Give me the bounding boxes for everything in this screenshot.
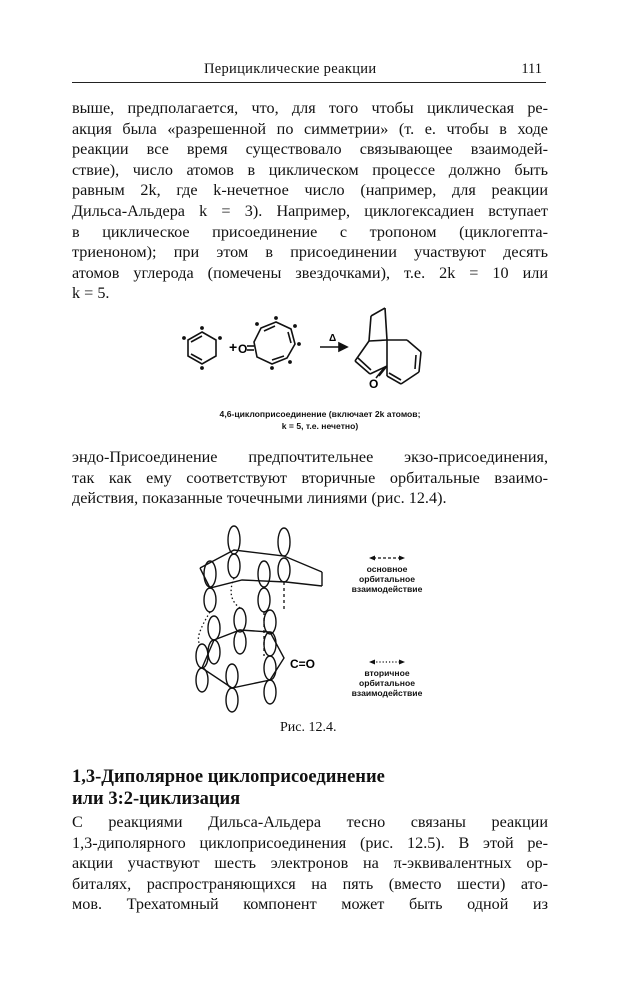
p-orbital-lobe <box>208 640 220 664</box>
p-orbital-lobe <box>264 656 276 680</box>
text-line: мов. Трехатомный компонент может быть одной из <box>72 895 548 914</box>
legend-primary-line: взаимодействие <box>351 584 423 594</box>
bridge-bond <box>371 308 385 316</box>
bridge-bond <box>369 316 371 341</box>
legend-primary-line: основное <box>366 564 408 574</box>
p-orbital-lobe <box>234 630 246 654</box>
page-number: 111 <box>521 61 542 77</box>
text-line: так как ему соответствуют вторичные орбитальные взаимо- <box>72 468 548 487</box>
atom-star <box>182 336 186 340</box>
paragraph-endo <box>72 447 548 509</box>
tropone-ring <box>254 322 295 364</box>
legend-secondary-symbol <box>367 658 407 666</box>
text-line: Дильса-Альдера k = 3). Например, циклогексадиен вступает <box>72 201 548 220</box>
text-line: выше, предполагается, что, для того чтобы циклическая ре- <box>72 99 548 117</box>
heading-line: 1,3-Диполярное циклоприсоединение <box>72 767 385 787</box>
plus-sign: + <box>229 339 238 355</box>
atom-star <box>288 360 292 364</box>
ring-bond <box>419 352 421 372</box>
legend-primary <box>342 554 432 594</box>
arrowhead <box>339 343 347 351</box>
ring-bond <box>407 340 421 352</box>
atom-star <box>293 324 297 328</box>
p-orbital-lobe <box>226 664 238 688</box>
secondary-interaction-line <box>231 578 240 608</box>
orbital-diagram-figure <box>180 518 440 718</box>
atom-star <box>218 336 222 340</box>
p-orbital-lobe <box>196 668 208 692</box>
p-orbital-lobe <box>264 610 276 634</box>
p-orbital-lobe <box>204 588 216 612</box>
legend-primary-line: орбитальное <box>358 574 416 584</box>
p-orbital-lobe <box>258 561 270 587</box>
oxygen-label: O <box>238 342 248 356</box>
text-line: в циклическое присоединение с тропоном (циклогепта- <box>72 222 548 241</box>
text-line: акция была «разрешенной по симметрии» (т. е. чтобы в ходе <box>72 119 548 138</box>
running-header <box>72 58 546 83</box>
text-line: триеноном); при этом в присоединении участвуют десять <box>72 243 548 262</box>
p-orbital-lobe <box>278 558 290 582</box>
text-line: действия, показанные точечными линиями (рис. 12.4). <box>72 489 447 508</box>
reaction-scheme-figure <box>175 296 475 436</box>
reaction-scheme-drawing <box>175 296 475 408</box>
ring-bond <box>387 376 401 384</box>
text-line: атомов углерода (помечены звездочками), т.е. 2k = 10 или <box>72 263 548 282</box>
ring-bond <box>369 340 387 341</box>
p-orbital-lobe <box>196 644 208 668</box>
legend-secondary-line: орбитальное <box>358 678 416 688</box>
legend-secondary-line: взаимодействие <box>351 688 423 698</box>
text-line: k = 5. <box>72 284 110 303</box>
p-orbital-lobe <box>278 528 290 556</box>
section-heading <box>72 766 472 810</box>
legend-secondary <box>342 658 432 698</box>
text-line: ствие), число атомов в циклическом процессе должно быть <box>72 160 548 179</box>
text-line: 1,3-диполярного циклоприсоединения (рис. 12.5). В этой ре- <box>72 833 548 852</box>
double-bond <box>288 332 291 343</box>
diene-frame <box>200 550 322 572</box>
carbonyl-label: C=O <box>290 657 316 671</box>
header-title: Перициклические реакции <box>204 61 377 77</box>
figure-caption: Рис. 12.4. <box>280 720 337 735</box>
bridge-bond <box>385 308 387 340</box>
text-line: реакции все время существовало связывающее взаимодей- <box>72 140 548 159</box>
p-orbital-lobe <box>264 680 276 704</box>
caption-line: 4,6-циклоприсоединение (включает 2k атомов; <box>219 409 421 419</box>
atom-star <box>274 316 278 320</box>
p-orbital-lobe <box>234 608 246 632</box>
atom-star <box>200 366 204 370</box>
p-orbital-lobe <box>264 632 276 656</box>
atom-star <box>270 366 274 370</box>
text-line: равным 2k, где k-нечетное число (например, для реакции <box>72 181 548 200</box>
scheme-caption <box>175 408 465 432</box>
atom-star <box>297 342 301 346</box>
text-line: акции участвуют шесть электронов на π-эквивалентных ор- <box>72 854 548 873</box>
heading-line: или 3:2-циклизация <box>72 789 241 809</box>
legend-primary-symbol <box>367 554 407 562</box>
heat-delta: Δ <box>329 333 337 344</box>
p-orbital-lobe <box>204 561 216 587</box>
p-orbital-lobe <box>226 688 238 712</box>
p-orbital-lobe <box>208 616 220 640</box>
atom-star <box>200 326 204 330</box>
paragraph-intro <box>72 98 548 304</box>
caption-line: k = 5, т.е. нечетно) <box>281 421 359 431</box>
text-line: С реакциями Дильса-Альдера тесно связаны реакции <box>72 813 548 831</box>
text-line: биталях, распространяющихся на пять (вместо шести) ато- <box>72 874 548 893</box>
p-orbital-lobe <box>228 554 240 578</box>
oxygen-product-label: O <box>369 377 379 391</box>
ring-bond <box>401 372 419 384</box>
p-orbital-lobe <box>258 588 270 612</box>
atom-star <box>255 322 259 326</box>
legend-secondary-line: вторичное <box>364 668 410 678</box>
ring-bond <box>355 341 369 361</box>
paragraph-dipolar <box>72 812 548 915</box>
orbital-diagram-drawing <box>180 518 340 718</box>
text-line: эндо-Присоединение предпочтительнее экзо-присоединения, <box>72 448 548 466</box>
double-bond <box>415 355 416 369</box>
